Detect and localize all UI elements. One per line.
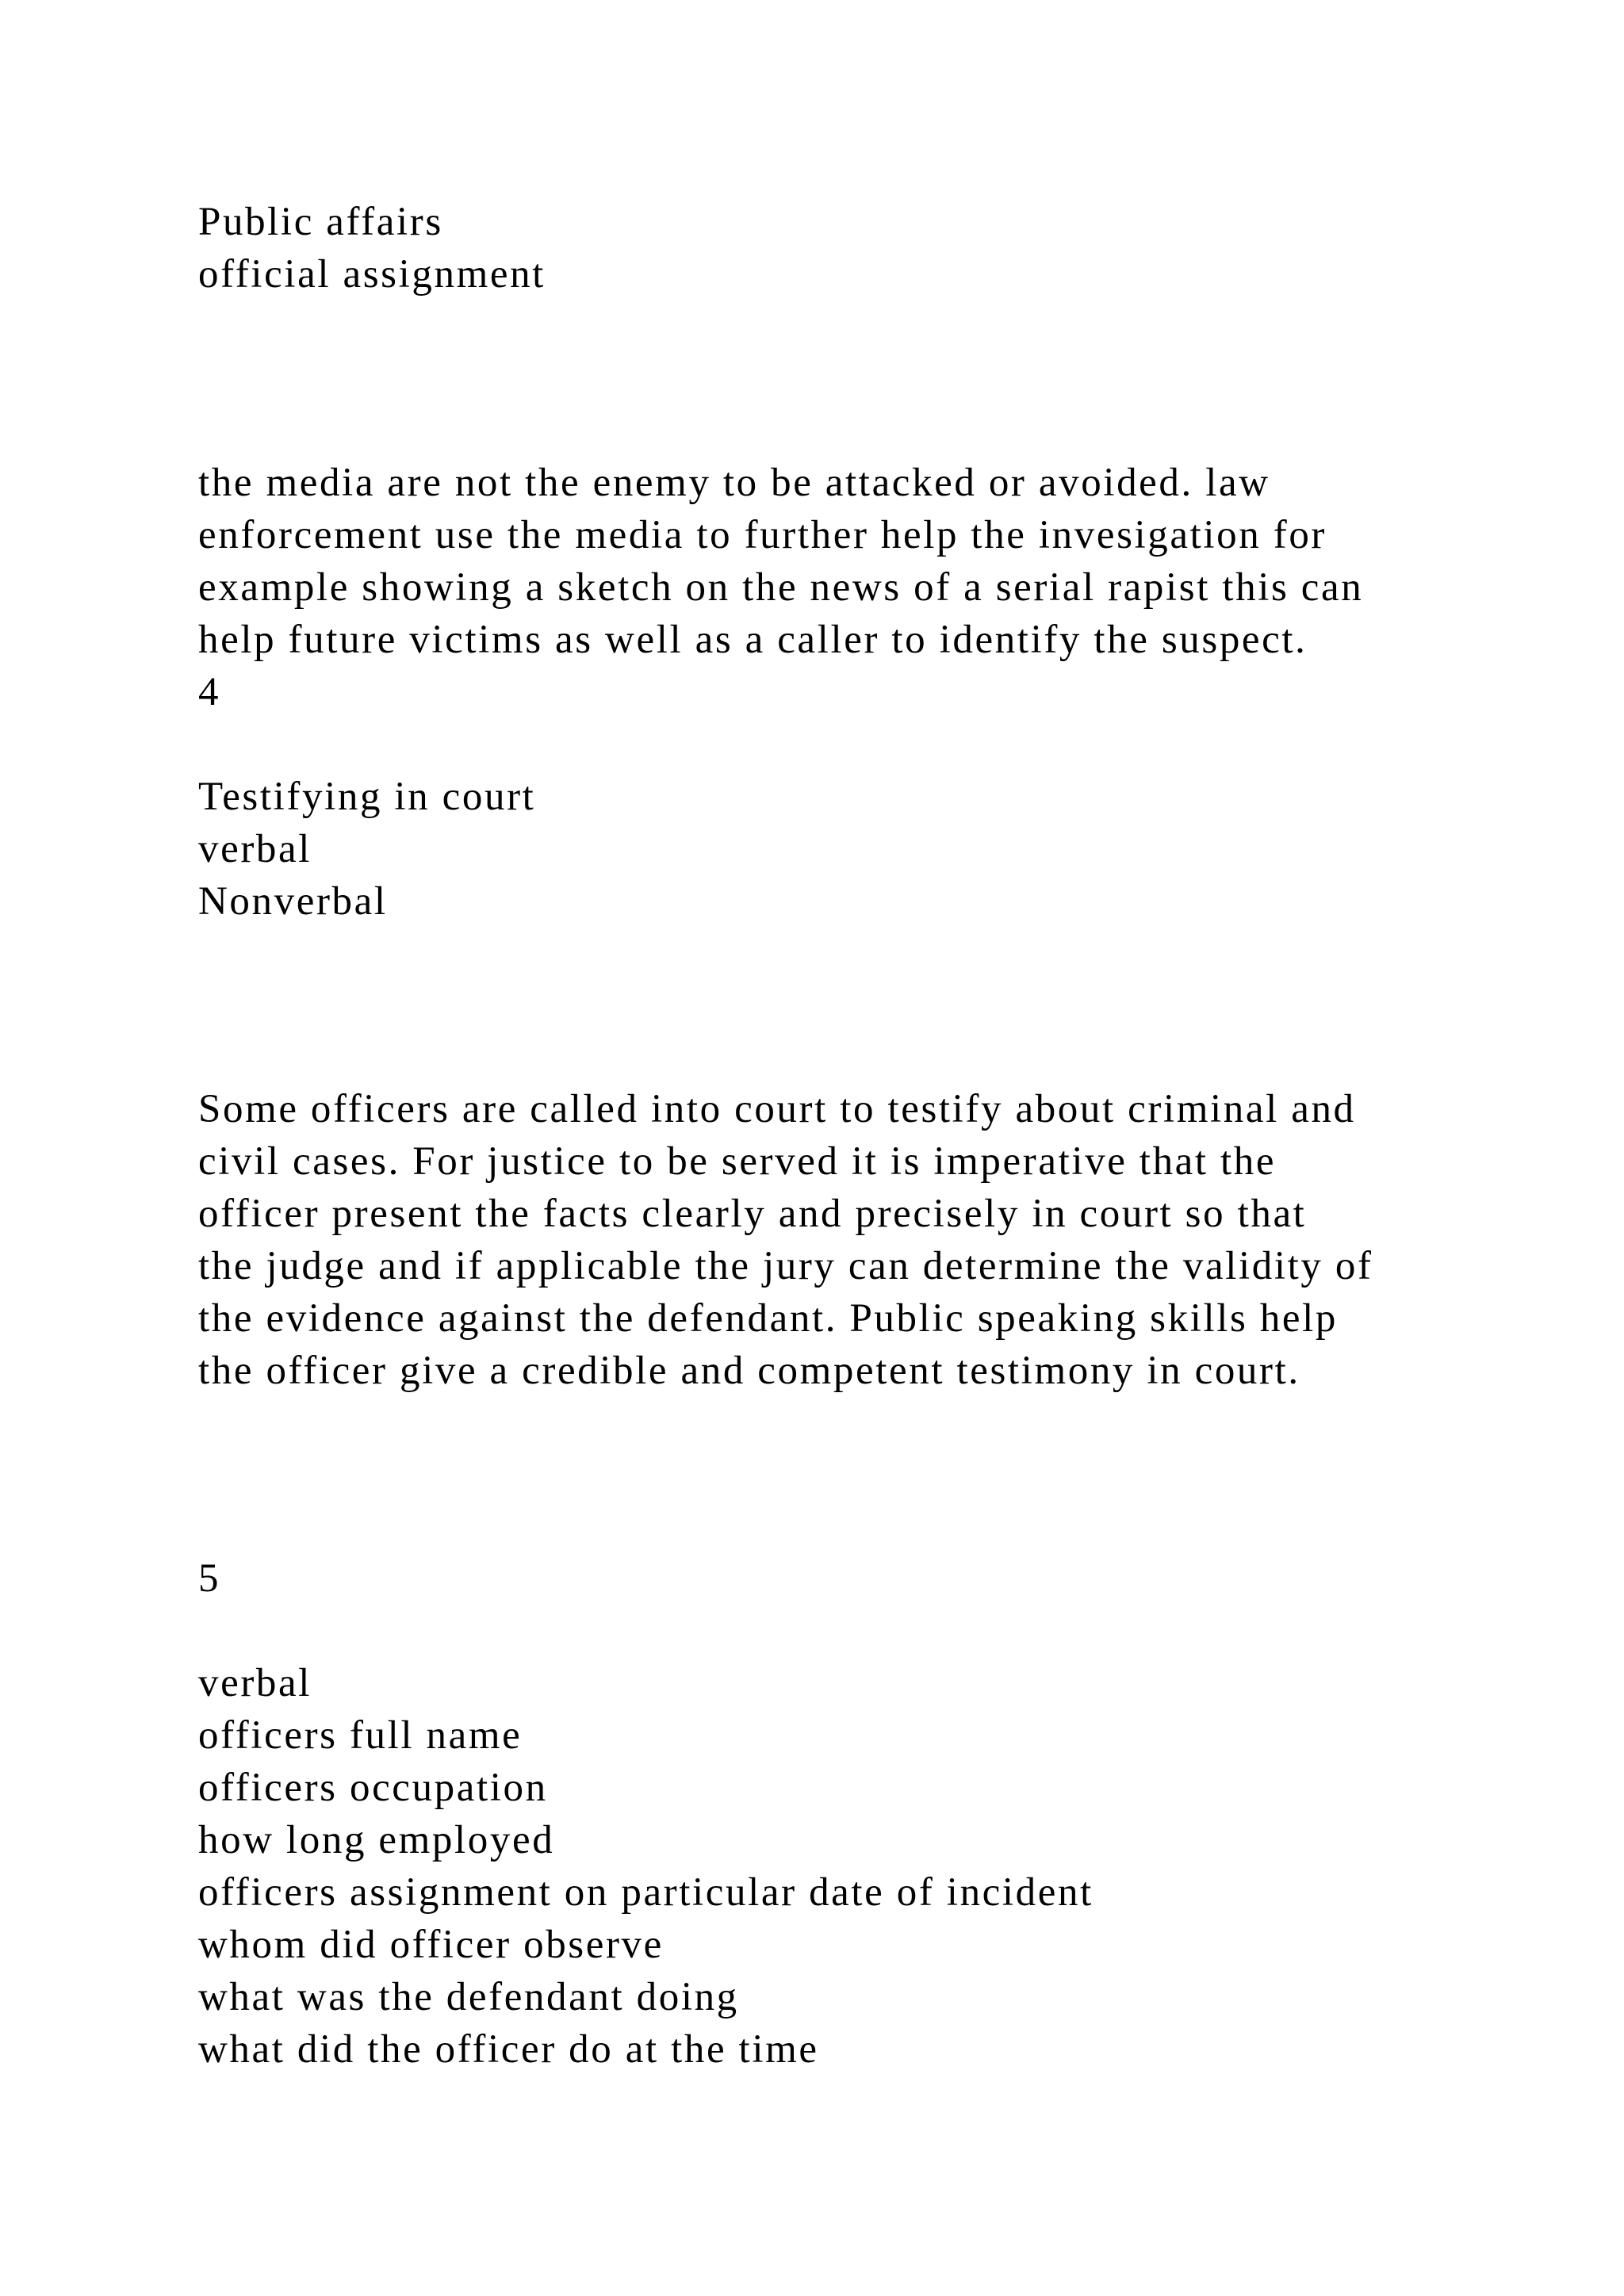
heading-line: Nonverbal [198, 879, 388, 924]
paragraph-line: help future victims as well as a caller to identify the suspect. [198, 618, 1308, 662]
list-item: officers occupation [198, 1766, 548, 1810]
list-item: verbal [198, 1661, 312, 1705]
paragraph-line: civil cases. For justice to be served it is imperative that the [198, 1139, 1277, 1184]
heading-line: Testifying in court [198, 775, 536, 819]
heading-line: Public affairs [198, 200, 443, 244]
paragraph-line: the media are not the enemy to be attacked or avoided. law [198, 461, 1270, 505]
slide-number: 4 [198, 670, 221, 714]
heading-line: verbal [198, 827, 312, 871]
list-item: whom did officer observe [198, 1923, 664, 1967]
paragraph-line: example showing a sketch on the news of a serial rapist this can [198, 565, 1364, 610]
slide-number: 5 [198, 1556, 221, 1601]
list-item: officers assignment on particular date of incident [198, 1870, 1094, 1915]
list-item: how long employed [198, 1818, 555, 1862]
list-item: officers full name [198, 1713, 523, 1758]
paragraph-line: the judge and if applicable the jury can determine the validity of [198, 1244, 1373, 1288]
paragraph-line: officer present the facts clearly and precisely in court so that [198, 1192, 1307, 1236]
list-item: what did the officer do at the time [198, 2027, 819, 2072]
paragraph-line: enforcement use the media to further help the invesigation for [198, 513, 1327, 557]
paragraph-line: the evidence against the defendant. Public speaking skills help [198, 1296, 1339, 1341]
paragraph-line: the officer give a credible and competent testimony in court. [198, 1349, 1300, 1393]
heading-line: official assignment [198, 252, 546, 297]
list-item: what was the defendant doing [198, 1975, 739, 2019]
paragraph-line: Some officers are called into court to testify about criminal and [198, 1087, 1356, 1131]
